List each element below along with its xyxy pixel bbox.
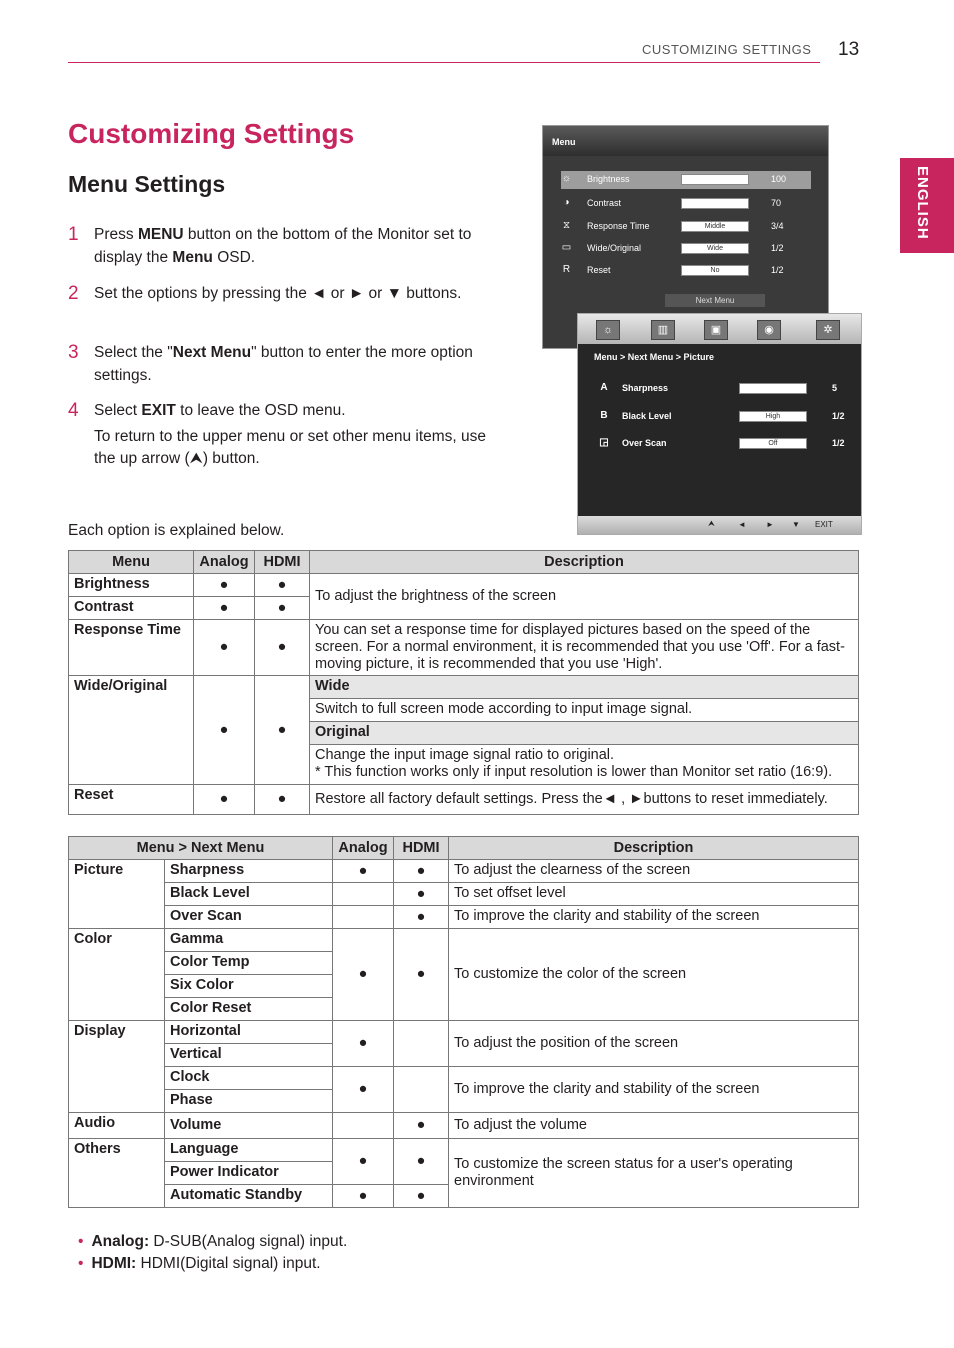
analog-dot: ●: [194, 597, 255, 620]
step-text: Select: [94, 402, 142, 419]
description-cell: To adjust the volume: [449, 1113, 859, 1139]
osd-value: 1/2: [832, 438, 845, 448]
header-rule: [68, 62, 820, 63]
step-bold: EXIT: [141, 402, 176, 419]
step-text: Set the options by pressing the ◄ or ► or ▼ buttons.: [94, 285, 462, 302]
row-label: Contrast: [69, 597, 194, 620]
analog-dot: ●: [194, 676, 255, 785]
note-label: HDMI:: [91, 1255, 137, 1272]
hdmi-dot: ●: [255, 597, 310, 620]
analog-empty: [333, 883, 394, 906]
osd-value: 70: [771, 198, 782, 208]
step-text: " button to enter the more option settings.: [94, 344, 473, 384]
hdmi-empty: [394, 1021, 449, 1067]
description-cell: You can set a response time for displayed pictures based on the speed of the screen. For a normal environment, it is recommended that you use 'Off'. For a fast-moving picture, it is recommended that you use 'High'.: [310, 620, 859, 676]
row-label: Response Time: [69, 620, 194, 676]
sub-option-label: Original: [310, 722, 859, 745]
hdmi-dot: ●: [394, 883, 449, 906]
analog-empty: [333, 1113, 394, 1139]
osd-row-wide-original: [561, 240, 811, 258]
aspect-ratio-icon: ▭: [561, 242, 572, 253]
osd-label: Sharpness: [622, 383, 669, 393]
note-text: D-SUB(Analog signal) input.: [149, 1233, 348, 1250]
picture-icon: ☼: [596, 320, 620, 340]
group-label: Color: [69, 929, 165, 1021]
step-2: [68, 283, 498, 306]
bullet: •: [78, 1233, 84, 1250]
description-cell: To adjust the brightness of the screen: [310, 574, 859, 620]
analog-dot: ●: [333, 1185, 394, 1208]
step-1: [68, 224, 498, 269]
analog-dot: ●: [194, 620, 255, 676]
osd-label: Reset: [587, 265, 611, 275]
col-header: HDMI: [255, 551, 310, 574]
osd-label: Wide/Original: [587, 243, 642, 253]
osd-icon-bar: [578, 314, 861, 344]
analog-dot: ●: [194, 785, 255, 815]
item-label: Sharpness: [165, 860, 333, 883]
note-label: Analog:: [91, 1233, 150, 1250]
step-text: button on the bottom of the Monitor set to display the: [94, 226, 472, 266]
osd-next-menu-button: Next Menu: [665, 294, 765, 307]
analog-dot: ●: [333, 1139, 394, 1185]
osd-bar: High: [739, 411, 807, 422]
step-text: to leave the OSD menu.: [175, 402, 346, 419]
osd-exit-label: EXIT: [815, 520, 833, 529]
osd-value: 1/2: [832, 411, 845, 421]
hdmi-dot: ●: [394, 906, 449, 929]
step-number: 3: [68, 342, 79, 363]
over-scan-icon: ◲: [599, 437, 609, 448]
item-label: Automatic Standby: [165, 1185, 333, 1208]
up-arrow-icon: ⮝: [708, 519, 715, 528]
description-cell: To adjust the clearness of the screen: [449, 860, 859, 883]
step-text: OSD.: [212, 248, 256, 266]
hourglass-icon: ⧖: [562, 220, 571, 231]
description-line: * This function works only if input resolution is lower than Monitor set ratio (16:9).: [315, 764, 833, 780]
black-level-icon: B: [600, 410, 608, 421]
osd-value: 1/2: [771, 243, 784, 253]
note-text: HDMI(Digital signal) input.: [136, 1255, 321, 1272]
osd-header: [543, 126, 828, 156]
osd-row-over-scan: [598, 435, 853, 453]
description-cell: To improve the clarity and stability of the screen: [449, 1067, 859, 1113]
item-label: Clock: [165, 1067, 333, 1090]
description-cell: To improve the clarity and stability of the screen: [449, 906, 859, 929]
step-4: [68, 400, 498, 471]
sharpness-icon: A: [600, 382, 608, 393]
hdmi-dot: ●: [394, 1139, 449, 1185]
group-label: Others: [69, 1139, 165, 1208]
item-label: Six Color: [165, 975, 333, 998]
language-tab: [900, 158, 954, 253]
hdmi-dot: ●: [394, 929, 449, 1021]
display-icon: ▣: [704, 320, 728, 340]
osd-label: Contrast: [587, 198, 622, 208]
row-label: Wide/Original: [69, 676, 194, 785]
description-cell: To customize the screen status for a user's operating environment: [449, 1139, 859, 1208]
analog-empty: [333, 906, 394, 929]
osd-label: Response Time: [587, 221, 650, 231]
right-arrow-icon: ►: [766, 520, 774, 529]
hdmi-dot: ●: [394, 1113, 449, 1139]
hdmi-dot: ●: [394, 860, 449, 883]
osd-title: Menu: [552, 137, 576, 147]
description-cell: To set offset level: [449, 883, 859, 906]
osd-bar: [681, 198, 749, 209]
group-label: Audio: [69, 1113, 165, 1139]
step-text: Select the ": [94, 344, 173, 361]
contrast-icon: ◑: [563, 197, 570, 208]
col-header: Description: [449, 837, 859, 860]
item-label: Language: [165, 1139, 333, 1162]
description-cell: Switch to full screen mode according to input image signal.: [310, 699, 859, 722]
note-analog: [78, 1233, 347, 1251]
step-3: [68, 342, 498, 387]
osd-label: Black Level: [622, 411, 672, 421]
analog-dot: ●: [333, 1067, 394, 1113]
row-label: Brightness: [69, 574, 194, 597]
osd-label: Over Scan: [622, 438, 667, 448]
description-cell: Restore all factory default settings. Press the◄ , ►buttons to reset immediately.: [310, 785, 859, 815]
up-arrow-icon: ⮝: [189, 450, 203, 467]
step-number: 1: [68, 224, 79, 245]
col-header: Menu: [69, 551, 194, 574]
item-label: Color Temp: [165, 952, 333, 975]
osd-row-reset: [561, 262, 811, 280]
hdmi-dot: ●: [255, 574, 310, 597]
hdmi-empty: [394, 1067, 449, 1113]
row-label: Reset: [69, 785, 194, 815]
menu-table: [68, 550, 859, 815]
osd-row-response-time: [561, 218, 811, 236]
osd-label: Brightness: [587, 174, 630, 184]
osd-row-sharpness: [598, 380, 853, 398]
col-header: Analog: [194, 551, 255, 574]
reset-icon: R: [562, 264, 571, 275]
step-bold: Menu: [172, 248, 213, 266]
item-label: Color Reset: [165, 998, 333, 1021]
col-header: Analog: [333, 837, 394, 860]
osd-panel: [578, 344, 861, 516]
step-text: ) button.: [202, 450, 260, 467]
sub-option-label: Wide: [310, 676, 859, 699]
brightness-icon: ☼: [561, 173, 572, 184]
item-label: Power Indicator: [165, 1162, 333, 1185]
description-cell: To customize the color of the screen: [449, 929, 859, 1021]
step-text: Press: [94, 226, 138, 243]
osd-value: 1/2: [771, 265, 784, 275]
analog-dot: ●: [333, 929, 394, 1021]
section-title: Menu Settings: [68, 171, 226, 197]
osd-footer: [578, 516, 861, 534]
others-icon: ✲: [816, 320, 840, 340]
group-label: Display: [69, 1021, 165, 1113]
osd-row-black-level: [598, 408, 853, 426]
osd-bar: [681, 174, 749, 185]
hdmi-dot: ●: [255, 785, 310, 815]
item-label: Over Scan: [165, 906, 333, 929]
page-number: 13: [838, 39, 860, 60]
item-label: Horizontal: [165, 1021, 333, 1044]
osd-row-brightness: [561, 171, 811, 189]
audio-icon: ◉: [757, 320, 781, 340]
item-label: Volume: [165, 1113, 333, 1139]
step-number: 4: [68, 400, 79, 421]
step-text: To return to the upper menu or set other menu items, use the up arrow (: [94, 427, 487, 467]
col-header: HDMI: [394, 837, 449, 860]
osd-next-menu: [577, 313, 862, 535]
item-label: Gamma: [165, 929, 333, 952]
step-bold: Next Menu: [172, 344, 252, 361]
col-header: Description: [310, 551, 859, 574]
bullet: •: [78, 1255, 84, 1272]
osd-bar: [739, 383, 807, 394]
left-arrow-icon: ◄: [738, 520, 746, 529]
down-arrow-icon: ▼: [792, 520, 800, 529]
analog-dot: ●: [333, 1021, 394, 1067]
description-cell: [310, 745, 859, 785]
osd-bar: Middle: [681, 221, 749, 232]
col-header: Menu > Next Menu: [69, 837, 333, 860]
note-hdmi: [78, 1255, 321, 1273]
osd-row-contrast: [561, 195, 811, 213]
osd-value: 5: [832, 383, 838, 393]
step-number: 2: [68, 283, 79, 304]
page-title: Customizing Settings: [68, 118, 355, 149]
description-cell: To adjust the position of the screen: [449, 1021, 859, 1067]
osd-bar: Wide: [681, 243, 749, 254]
analog-dot: ●: [333, 860, 394, 883]
group-label: Picture: [69, 860, 165, 929]
hdmi-dot: ●: [255, 676, 310, 785]
intro-text: Each option is explained below.: [68, 522, 285, 539]
item-label: Phase: [165, 1090, 333, 1113]
hdmi-dot: ●: [394, 1185, 449, 1208]
osd-breadcrumb: Menu > Next Menu > Picture: [594, 352, 715, 362]
osd-bar: No: [681, 265, 749, 276]
step-bold: MENU: [137, 226, 184, 243]
running-header: CUSTOMIZING SETTINGS: [642, 42, 812, 57]
color-icon: ▥: [651, 320, 675, 340]
item-label: Black Level: [165, 883, 333, 906]
hdmi-dot: ●: [255, 620, 310, 676]
next-menu-table: [68, 836, 859, 1208]
description-line: Change the input image signal ratio to original.: [315, 747, 615, 763]
osd-value: 100: [771, 174, 787, 184]
analog-dot: ●: [194, 574, 255, 597]
osd-bar: Off: [739, 438, 807, 449]
osd-value: 3/4: [771, 221, 784, 231]
language-tab-label: ENGLISH: [914, 166, 931, 240]
item-label: Vertical: [165, 1044, 333, 1067]
